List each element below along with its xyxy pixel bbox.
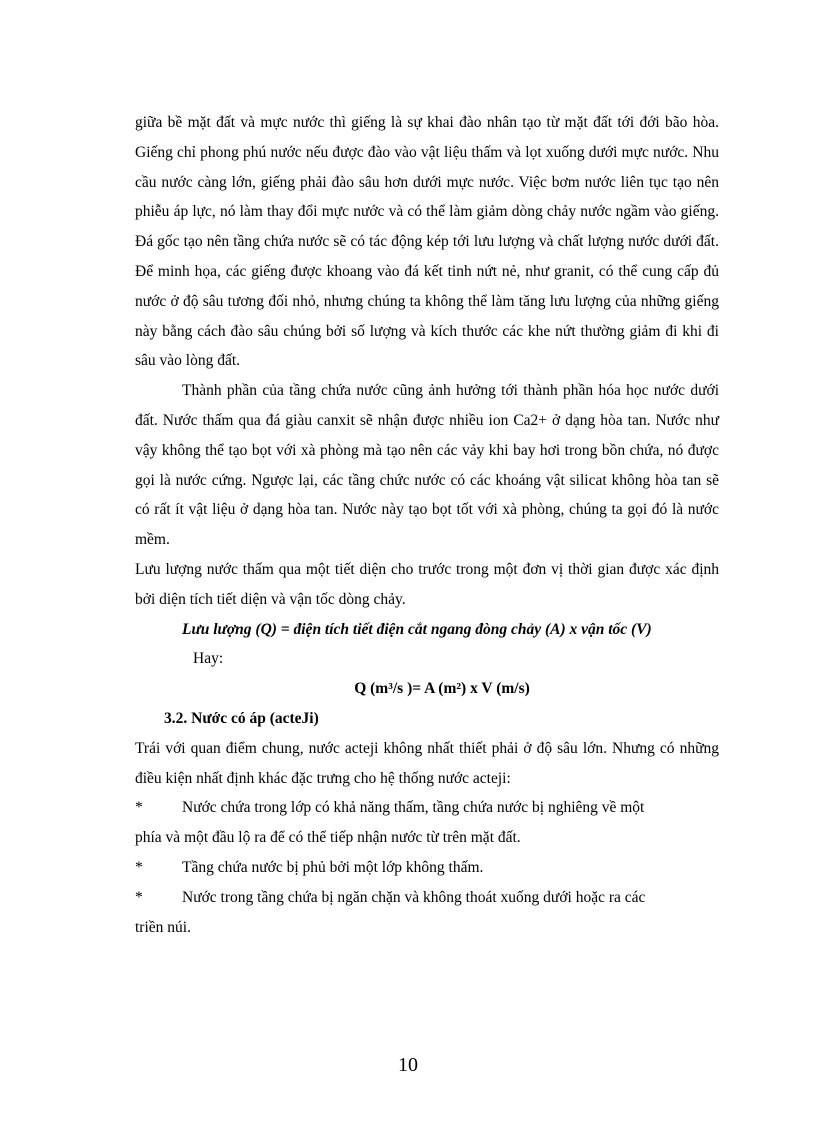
paragraph-artesian: Trái với quan điểm chung, nước acteji không nhất thiết phải ở độ sâu lớn. Nhưng có những điều kiện nhất định khác đặc trưng cho hệ thống nước acteji: bbox=[135, 739, 719, 787]
bullet-text: Tầng chứa nước bị phủ bởi một lớp không thấm. bbox=[182, 858, 484, 876]
bullet-item-2 bbox=[135, 853, 719, 883]
bullet-item-3 bbox=[135, 883, 719, 913]
bullet-text: Nước trong tầng chứa bị ngăn chặn và không thoát xuống dưới hoặc ra các bbox=[182, 888, 646, 906]
bullet-mark: * bbox=[135, 858, 143, 876]
bullet-mark: * bbox=[135, 888, 143, 906]
paragraph-composition: Thành phần của tầng chứa nước cũng ảnh hưởng tới thành phần hóa học nước dưới đất. Nước thấm qua đá giàu canxit sẽ nhận được nhiều ion Ca2+ ở dạng hòa tan. Nước như vậy không thể tạo bọt với xà phòng mà tạo nên các vảy khi bay hơi trong bồn chứa, nó được gọi là nước cứng. Ngược lại, các tầng chức nước có các khoáng vật silicat không hòa tan sẽ có rất ít vật liệu ở dạng hòa tan. Nước này tạo bọt tốt với xà phòng, chúng ta gọi đó là nước mềm. bbox=[135, 382, 719, 549]
bullet-continuation: triền núi. bbox=[135, 918, 191, 936]
formula-hay: Hay: bbox=[193, 650, 224, 668]
bullet-text: Nước chứa trong lớp có khả năng thấm, tầng chứa nước bị nghiêng về một bbox=[182, 799, 645, 817]
formula-flow: Lưu lượng (Q) = điện tích tiết điện cắt ngang đòng chảy (A) x vận tốc (V) bbox=[182, 620, 652, 638]
bullet-item-1 bbox=[135, 793, 719, 823]
document-page bbox=[135, 108, 719, 942]
paragraph-flow-rate: Lưu lượng nước thấm qua một tiết diện cho trước trong một đơn vị thời gian được xác định bởi diện tích tiết diện và vận tốc dòng chảy. bbox=[135, 560, 719, 608]
paragraph-wells: giữa bề mặt đất và mực nước thì giếng là sự khai đào nhân tạo từ mặt đất tới đới bão hòa. Giếng chỉ phong phú nước nếu được đào vào vật liệu thấm và lọt xuống dưới mực nước. Nhu cầu nước càng lớn, giếng phải đào sâu hơn dưới mực nước. Việc bơm nước liên tục tạo nên phiễu áp lực, nó làm thay đổi mực nước và có thể làm giảm dòng chảy nước ngầm vào giếng. Đá gốc tạo nên tầng chứa nước sẽ có tác động kép tới lưu lượng và chất lượng nước dưới đất. Để minh họa, các giếng được khoang vào đá kết tinh nứt nẻ, như granit, có thể cung cấp đủ nước ở độ sâu tương đối nhỏ, nhưng chúng ta không thể làm tăng lưu lượng của những giếng này bằng cách đào sâu chúng bởi số lượng và kích thước các khe nứt thường giảm đi khi đi sâu vào lòng đất. bbox=[135, 114, 719, 370]
bullet-mark: * bbox=[135, 799, 143, 817]
section-heading: 3.2. Nước có áp (acteJi) bbox=[164, 709, 319, 727]
page-number: 10 bbox=[398, 1054, 418, 1076]
equation-flow: Q (m³/s )= A (m²) x V (m/s) bbox=[354, 680, 530, 698]
bullet-continuation: phía và một đầu lộ ra để có thể tiếp nhận nước từ trên mặt đất. bbox=[135, 829, 521, 847]
